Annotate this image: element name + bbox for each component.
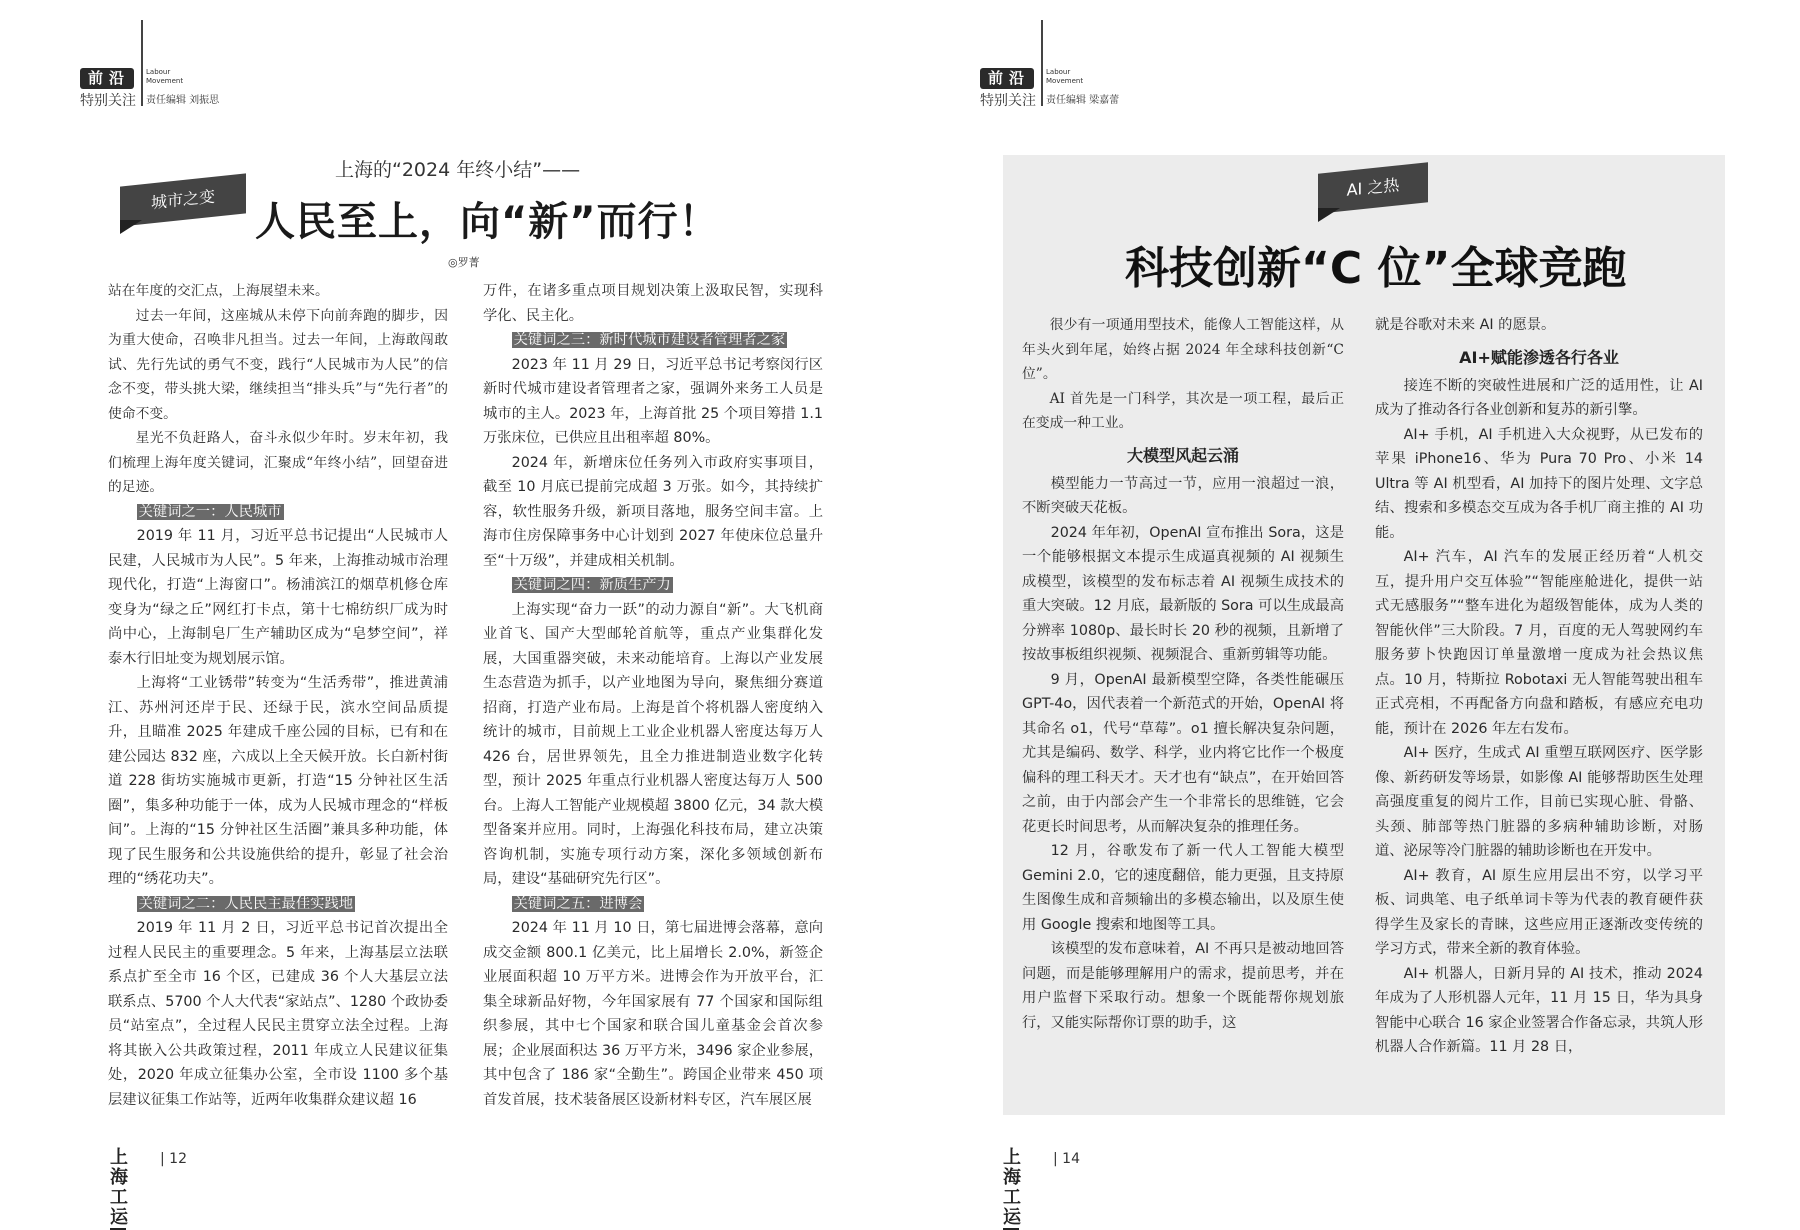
paragraph: 该模型的发布意味着，AI 不再只是被动地回答问题，而是能够理解用户的需求，提前思考，并在用户监督下采取行动。想象一个既能帮你规划旅行，又能实际帮你订票的助手，这 [1022,941,1344,1031]
paragraph: 万件，在诸多重点项目规划决策上汲取民智，实现科学化、民主化。 [483,283,823,324]
keyword-label: 关键词之二：人民民主最佳实践地 [138,895,354,912]
header-editor: 责任编辑 梁嘉蕾 [1046,95,1120,106]
magazine-logo: 上海工运 [1003,1147,1019,1228]
paragraph: 2019 年 11 月，习近平总书记提出“人民城市人民建，人民城市为人民”。5 年来，上海推动城市治理现代化，打造“上海窗口”。杨浦滨江的烟草机修仓库变身为“绿之丘”网红打卡点，第十七棉纺织厂成为时尚中心，上海制皂厂生产辅助区成为“皂梦空间”，祥泰木行旧址变为规划展示馆。 [108,528,448,667]
header-divider [141,20,143,106]
paragraph: AI+ 机器人，日新月异的 AI 技术，推动 2024 年成为了人形机器人元年，11 月 15 日，华为具身智能中心联合 16 家企业签署合作备忘录，共筑人形机器人合作新篇。11 月 28 日， [1375,965,1703,1055]
text-column-2 [483,279,823,1112]
column-tag: 前沿 [80,68,134,89]
paragraph: 上海将“工业锈带”转变为“生活秀带”，推进黄浦江、苏州河还岸于民、还绿于民，滨水空间品质提升，且瞄准 2025 年建成千座公园的目标，已有和在建公园达 832 座，六成以上全天候开放。长白新村街道 228 街坊实施城市更新，打造“15 分钟社区生活圈”，集多种功能于一体，成为人民城市理念的“样板间”。上海的“15 分钟社区生活圈”兼具多种功能，体现了民生服务和公共设施供给的提升，彰显了社会治理的“绣花功夫”。 [108,675,448,887]
paragraph: 2024 年 11 月 10 日，第七届进博会落幕，意向成交金额 800.1 亿美元，比上届增长 2.0%，新签企业展面积超 10 万平方米。进博会作为开放平台，汇集全球新品好物，今年国家展有 77 个国家和国际组织参展，其中七个国家和联合国儿童基金会首次参展；企业展面积达 36 万平方米，3496 家企业参展，其中包含了 186 家“全勤生”。跨国企业带来 450 项首发首展，技术装备展区设新材料专区，汽车展区展 [483,920,823,1108]
paragraph: 2019 年 11 月 2 日，习近平总书记首次提出全过程人民民主的重要理念。5 年来，上海基层立法联系点扩至全市 16 个区，已建成 36 个人大基层立法联系点、5700 个人大代表“家站点”、1280 个政协委员“站室点”，全过程人民民主贯穿立法全过程。上海将其嵌入公共政策过程，2011 年成立人民建议征集处，2020 年成立征集办公室，全市设 1100 多个基层建议征集工作站等，近两年收集群众建议超 16 [108,920,448,1108]
page-number: | 12 [160,1151,187,1167]
column-subtag: 特别关注 [980,93,1036,109]
paragraph: 9 月，OpenAI 最新模型空降，各类性能碾压 GPT-4o，因代表着一个新范式的开始，OpenAI 将其命名 o1，代号“草莓”。o1 擅长解决复杂问题，尤其是编码、数学、科学，业内将它比作一个极度偏科的理工科天才。天才也有“缺点”，在开始回答之前，由于内部会产生一个非常长的思维链，它会花更长时间思考，从而解决复杂的推理任务。 [1022,671,1344,835]
paragraph: AI 首先是一门科学，其次是一项工程，最后正在变成一种工业。 [1022,390,1344,431]
header-english: Labour Movement [1046,68,1084,85]
ribbon-fold [1318,208,1340,222]
left-page [0,0,900,1228]
column-tag: 前沿 [980,68,1034,89]
keyword-label: 关键词之四：新质生产力 [513,577,671,593]
paragraph: 2023 年 11 月 29 日，习近平总书记考察闵行区新时代城市建设者管理者之家，强调外来务工人员是城市的主人。2023 年，上海首批 25 个项目筹措 1.1 万张床位，已供应且出租率超 80%。 [483,356,823,446]
header-english: Labour Movement [146,68,184,85]
paragraph: 接连不断的突破性进展和广泛的适用性，让 AI 成为了推动各行各业创新和复苏的新引擎。 [1375,377,1703,418]
header-divider [1041,20,1043,106]
text-column-1 [108,279,448,1112]
page-header [80,20,340,109]
keyword-heading [108,500,448,525]
header-editor: 责任编辑 刘振思 [146,95,220,106]
paragraph: 2024 年，新增床位任务列入市政府实事项目，截至 10 月底已提前完成超 3 万张。如今，其持续扩容，软性服务升级，新项目落地，服务空间丰富。上海市住房保障事务中心计划到 2027 年使床位总量升至“十万级”，并建成相关机制。 [483,454,823,569]
page-header [980,20,1240,109]
author-byline: ◎罗菁 [448,256,480,269]
page-title: 人民至上，向“新”而行！ [255,199,720,245]
keyword-heading [483,892,823,917]
paragraph: AI+ 医疗，生成式 AI 重塑互联网医疗、医学影像、新药研发等场景，如影像 AI 能够帮助医生处理高强度重复的阅片工作，目前已实现心脏、骨骼、头颈、肺部等热门脏器的多病种辅助诊断，对肠道、泌尿等冷门脏器的辅助诊断也在开发中。 [1375,745,1703,859]
text-column-1 [1022,313,1344,1035]
paragraph: 站在年度的交汇点，上海展望未来。 [108,283,329,299]
subheading: AI+赋能渗透各行各业 [1459,347,1619,367]
paragraph: 模型能力一节高过一节，应用一浪超过一浪，不断突破天花板。 [1022,475,1344,516]
keyword-heading [108,892,448,917]
paragraph: 2024 年年初，OpenAI 宣布推出 Sora，这是一个能够根据文本提示生成逼真视频的 AI 视频生成模型，该模型的发布标志着 AI 视频生成技术的重大突破。12 月底，最新版的 Sora 可以生成最高分辨率 1080p、最长时长 20 秒的视频，且新增了按故事板组织视频、视频混合、重新剪辑等功能。 [1022,524,1344,663]
section-ribbon [1310,168,1450,208]
page-number: | 14 [1053,1151,1080,1167]
keyword-label: 关键词之一：人民城市 [138,503,282,520]
magazine-logo: 上海工运 [110,1147,126,1228]
paragraph: 过去一年间，这座城从未停下向前奔跑的脚步，因为重大使命，召唤非凡担当。过去一年间，上海敢闯敢试、先行先试的勇气不变，践行“人民城市为人民”的信念不变，带头挑大梁，继续担当“排头兵”与“先行者”的使命不变。 [108,307,448,422]
paragraph: AI+ 汽车，AI 汽车的发展正经历着“人机交互，提升用户交互体验”“智能座舱进化，提供一站式无感服务”“整车进化为超级智能体，成为人类的智能伙伴”三大阶段。7 月，百度的无人驾驶网约车服务萝卜快跑因订单量激增一度成为社会热议焦点。10 月，特斯拉 Robotaxi 无人智能驾驶出租车正式亮相，不再配备方向盘和踏板，有感应充电功能，预计在 2026 年左右发布。 [1375,549,1703,737]
keyword-heading [483,573,823,598]
keyword-heading [483,328,823,353]
paragraph: AI+ 教育，AI 原生应用层出不穷，以学习平板、词典笔、电子纸单词卡等为代表的教育硬件获得学生及家长的青睐，这些应用正逐渐改变传统的学习方式，带来全新的教育体验。 [1375,867,1703,957]
ribbon-fold [120,220,142,234]
paragraph: AI+ 手机，AI 手机进入大众视野，从已发布的苹果 iPhone16、华为 Pura 70 Pro、小米 14 Ultra 等 AI 机型看，AI 加持下的图片处理、文字总结、搜索和多模态交互成为各手机厂商主推的 AI 功能。 [1375,426,1703,541]
keyword-label: 关键词之五：进博会 [513,895,643,912]
paragraph: 就是谷歌对未来 AI 的愿景。 [1375,317,1556,333]
supertitle: 上海的“2024 年终小结”—— [335,159,581,181]
subheading: 大模型风起云涌 [1126,445,1239,465]
paragraph: 12 月，谷歌发布了新一代人工智能大模型 Gemini 2.0，它的速度翻倍，能力更强，且支持原生图像生成和音频输出的多模态输出，以及原生使用 Google 搜索和地图等工具。 [1022,843,1344,933]
section-tag: 城市之变 [120,173,246,226]
paragraph: 上海实现“奋力一跃”的动力源自“新”。大飞机商业首飞、国产大型邮轮首航等，重点产业集群化发展，大国重器突破，未来动能培育。上海以产业发展生态营造为抓手，以产业地图为导向，聚焦细分赛道招商，打造产业布局。上海是首个将机器人密度纳入统计的城市，目前规上工业企业机器人密度达每万人 426 台，居世界领先，且全力推进制造业数字化转型，预计 2025 年重点行业机器人密度达每万人 500 台。上海人工智能产业规模超 3800 亿元，34 款大模型备案并应用。同时，上海强化科技布局，建立决策咨询机制，实施专项行动方案，深化多领域创新布局，建设“基础研究先行区”。 [483,601,823,887]
text-column-2 [1375,313,1703,1060]
column-subtag: 特别关注 [80,93,136,109]
section-ribbon [112,180,262,220]
paragraph: 星光不负赶路人，奋斗永似少年时。岁末年初，我们梳理上海年度关键词，汇聚成“年终小结”，回望奋进的足迹。 [108,430,448,495]
page-title: 科技创新“C 位”全球竞跑 [1125,243,1627,294]
keyword-label: 关键词之三：新时代城市建设者管理者之家 [513,332,786,348]
paragraph: 很少有一项通用型技术，能像人工智能这样，从年头火到年尾，始终占据 2024 年全球科技创新“C 位”。 [1022,317,1344,382]
section-tag: AI 之热 [1318,162,1428,214]
